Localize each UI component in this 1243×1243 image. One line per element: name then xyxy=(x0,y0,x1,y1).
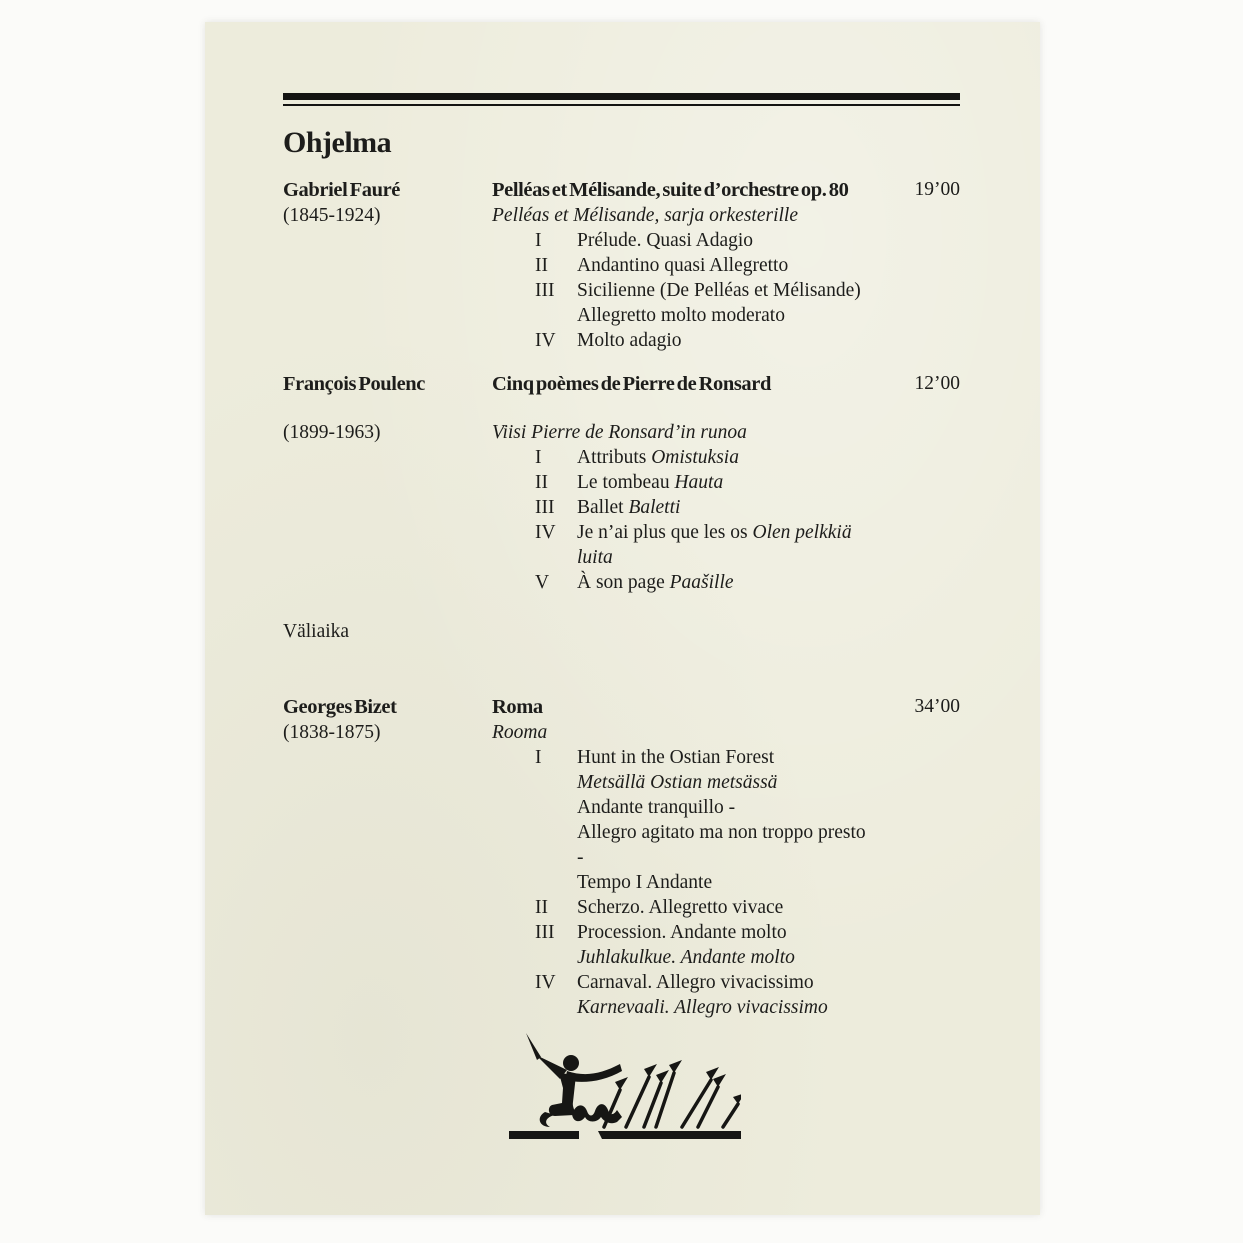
movement-line: Andante tranquillo - xyxy=(577,797,736,818)
composer-name: Georges Bizet xyxy=(283,696,397,718)
movement-lines xyxy=(577,970,870,1020)
movement-line: Je n’ai plus que les os Olen pelkkiä luita xyxy=(577,522,852,568)
movement-row xyxy=(535,253,870,278)
movement-row xyxy=(535,278,870,328)
work-title: Cinq poèmes de Pierre de Ronsard xyxy=(492,373,771,395)
movement-numeral: I xyxy=(535,230,542,251)
movement-row xyxy=(535,970,870,1020)
movement-row xyxy=(535,328,870,353)
movement-list xyxy=(535,228,870,353)
movement-lines xyxy=(577,495,870,520)
movement-numeral: III xyxy=(535,922,555,943)
work-entry xyxy=(283,371,960,595)
conductor-logo-icon xyxy=(505,1030,741,1165)
movement-line: Le tombeau Hauta xyxy=(577,472,724,493)
movement-line: Metsällä Ostian metsässä xyxy=(577,772,778,793)
movement-line: Carnaval. Allegro vivacissimo xyxy=(577,972,814,993)
movement-lines xyxy=(577,470,870,495)
composer-block xyxy=(283,177,492,353)
work-duration: 12’00 xyxy=(914,373,960,394)
composer-dates: (1845-1924) xyxy=(283,205,381,226)
movement-row xyxy=(535,470,870,495)
work-title: Roma xyxy=(492,696,543,718)
movement-line: Sicilienne (De Pelléas et Mélisande) xyxy=(577,280,861,301)
movement-row xyxy=(535,920,870,970)
movement-numeral: V xyxy=(535,572,550,593)
movement-lines xyxy=(577,520,870,570)
works-list xyxy=(283,177,960,1020)
movement-numeral: II xyxy=(535,897,548,918)
work-duration: 34’00 xyxy=(914,696,960,717)
movement-numeral: III xyxy=(535,497,555,518)
movement-line: Karnevaali. Allegro vivacissimo xyxy=(577,997,828,1018)
decorative-scotch-rule xyxy=(283,93,960,106)
movement-list xyxy=(535,745,870,1020)
work-title-translation: Rooma xyxy=(492,722,548,743)
composer-dates: (1838-1875) xyxy=(283,722,381,743)
movement-lines xyxy=(577,895,870,920)
composer-block xyxy=(283,371,492,595)
movement-lines xyxy=(577,920,870,970)
movement-numeral: II xyxy=(535,472,548,493)
movement-line: Allegretto molto moderato xyxy=(577,305,785,326)
composer-name: François Poulenc xyxy=(283,373,425,395)
movement-line: Molto adagio xyxy=(577,330,682,351)
movement-line: Attributs Omistuksia xyxy=(577,447,739,468)
work-content xyxy=(492,177,870,353)
movement-row xyxy=(535,745,870,895)
composer-block xyxy=(283,694,492,1020)
movement-line: Ballet Baletti xyxy=(577,497,681,518)
work-entry xyxy=(283,694,960,1020)
movement-numeral: I xyxy=(535,747,542,768)
movement-line: Andantino quasi Allegretto xyxy=(577,255,789,276)
movement-lines xyxy=(577,253,870,278)
movement-lines xyxy=(577,228,870,253)
movement-lines xyxy=(577,328,870,353)
movement-row xyxy=(535,228,870,253)
movement-numeral: II xyxy=(535,255,548,276)
work-title: Pelléas et Mélisande, suite d’orchestre op. 80 xyxy=(492,179,849,201)
movement-line: À son page Paašille xyxy=(577,572,734,593)
work-title-translation: Pelléas et Mélisande, sarja orkesterille xyxy=(492,205,798,226)
movement-lines xyxy=(577,745,870,895)
movement-line: Allegro agitato ma non troppo presto - xyxy=(577,822,866,868)
movement-numeral: III xyxy=(535,280,555,301)
movement-row xyxy=(535,895,870,920)
movement-line: Hunt in the Ostian Forest xyxy=(577,747,775,768)
movement-line: Procession. Andante molto xyxy=(577,922,787,943)
page-title: Ohjelma xyxy=(283,126,392,159)
movement-row xyxy=(535,495,870,520)
movement-numeral: IV xyxy=(535,522,556,543)
composer-name: Gabriel Fauré xyxy=(283,179,400,201)
work-entry xyxy=(283,177,960,353)
program-page xyxy=(205,22,1040,1215)
rule-thin-bar xyxy=(283,104,960,106)
intermission-label: Väliaika xyxy=(283,621,350,642)
work-duration: 19’00 xyxy=(914,179,960,200)
work-title-translation: Viisi Pierre de Ronsard’in runoa xyxy=(492,422,747,443)
movement-lines xyxy=(577,278,870,328)
movement-lines xyxy=(577,570,870,595)
composer-dates: (1899-1963) xyxy=(283,422,381,443)
movement-lines xyxy=(577,445,870,470)
movement-line: Prélude. Quasi Adagio xyxy=(577,230,754,251)
work-content xyxy=(492,371,870,595)
movement-row xyxy=(535,445,870,470)
movement-line: Scherzo. Allegretto vivace xyxy=(577,897,784,918)
movement-numeral: IV xyxy=(535,330,556,351)
movement-row xyxy=(535,520,870,570)
movement-numeral: IV xyxy=(535,972,556,993)
movement-line: Tempo I Andante xyxy=(577,872,713,893)
work-content xyxy=(492,694,870,1020)
movement-numeral: I xyxy=(535,447,542,468)
movement-line: Juhlakulkue. Andante molto xyxy=(577,947,795,968)
movement-row xyxy=(535,570,870,595)
rule-thick-bar xyxy=(283,93,960,100)
movement-list xyxy=(535,445,870,595)
